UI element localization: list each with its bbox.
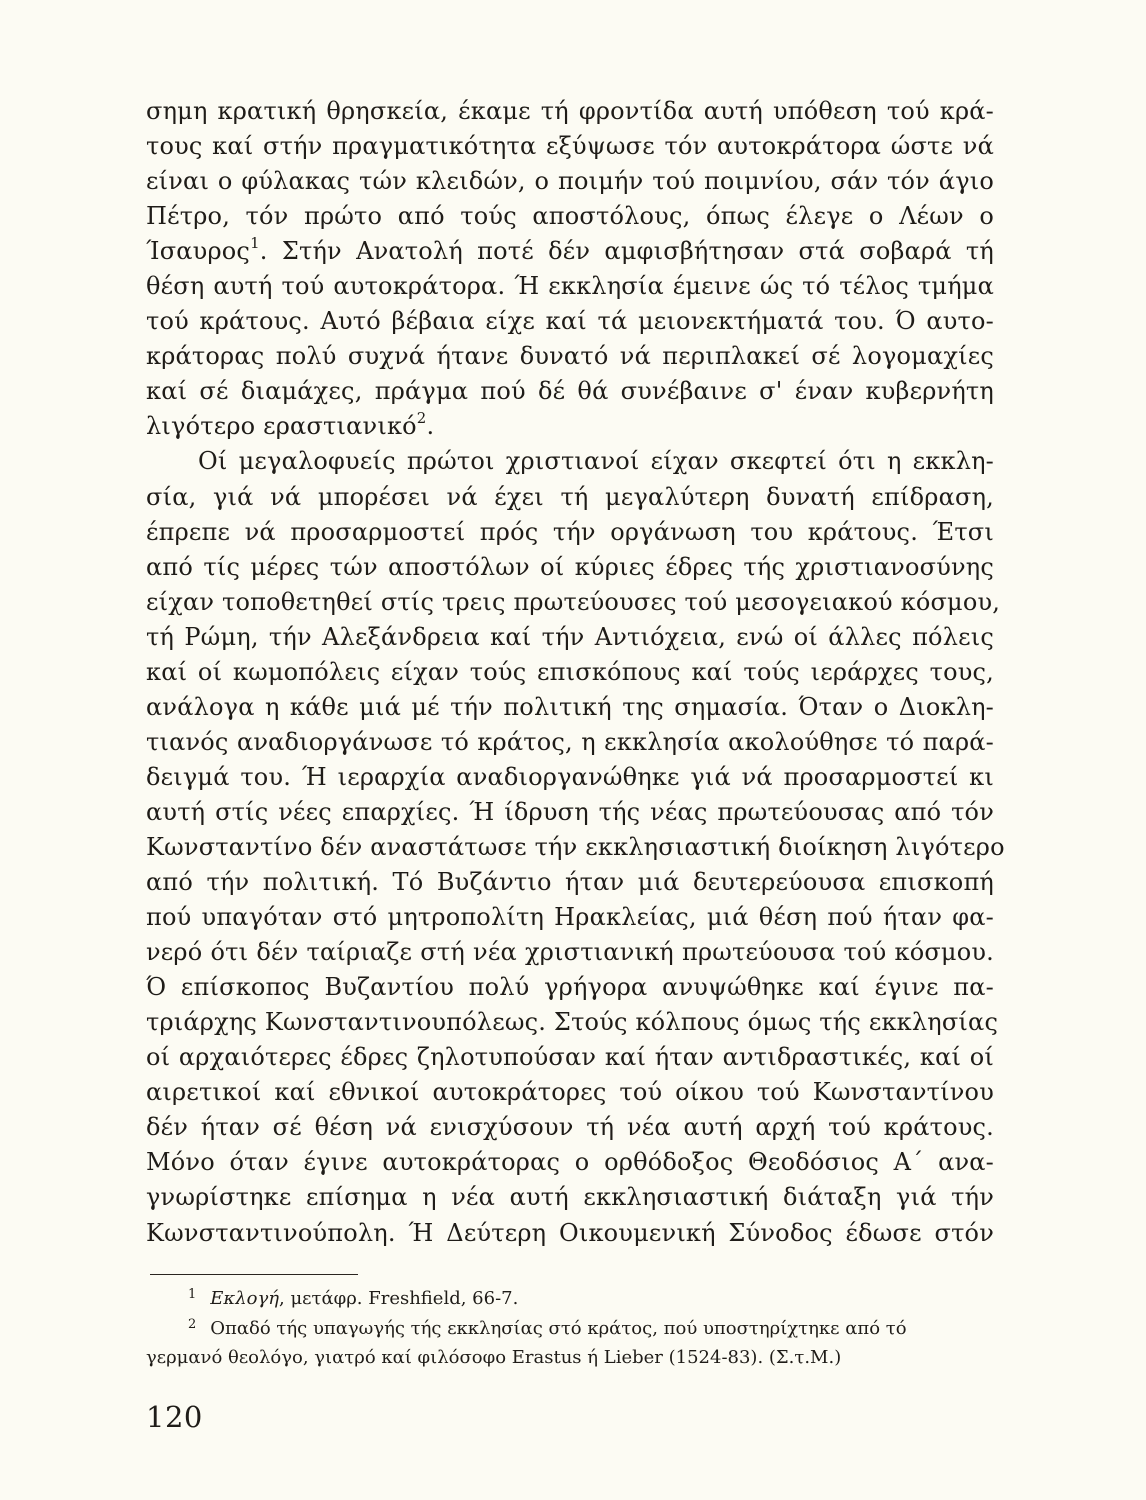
text-line: από τήν πολιτική. Τό Βυζάντιο ήταν μιά δευτερεύουσα επισκοπή — [146, 868, 994, 897]
text-line: κράτορας πολύ συχνά ήτανε δυνατό νά περιπλακεί σέ λογομαχίες — [146, 342, 994, 371]
footnote-2 — [146, 1315, 996, 1345]
footnote-marker: 1 — [188, 1287, 197, 1302]
footnote-reference-1: 1 — [250, 234, 260, 253]
text-line: είναι ο φύλακας τών κλειδών, ο ποιμήν τού ποιμνίου, σάν τόν άγιο — [146, 167, 994, 196]
text-line: έπρεπε νά προσαρμοστεί πρός τήν οργάνωση του κράτους. Έτσι — [146, 517, 994, 546]
footnotes-section — [146, 1285, 996, 1372]
text-line: τού κράτους. Αυτό βέβαια είχε καί τά μειονεκτήματά του. Ό αυτο- — [146, 307, 994, 336]
footnote-divider — [150, 1274, 358, 1275]
footnote-1 — [146, 1285, 996, 1315]
text-line: δειγμά του. Ή ιεραρχία αναδιοργανώθηκε γιά νά προσαρμοστεί κι — [146, 762, 994, 791]
text-line: αιρετικοί καί εθνικοί αυτοκράτορες τού οίκου τού Κωνσταντίνου — [146, 1078, 994, 1107]
footnote-text: , μετάφρ. Freshfield, 66-7. — [279, 1288, 519, 1309]
text-line: από τίς μέρες τών αποστόλων οί κύριες έδρες τής χριστιανοσύνης — [146, 552, 994, 581]
footnote-marker: 2 — [188, 1316, 197, 1332]
text-line: τους καί στήν πραγματικότητα εξύψωσε τόν αυτοκράτορα ώστε νά — [146, 132, 994, 161]
text-line: δέν ήταν σέ θέση νά ενισχύσουν τή νέα αυτή αρχή τού κράτους. — [146, 1113, 994, 1142]
text-line: σία, γιά νά μπορέσει νά έχει τή μεγαλύτερη δυνατή επίδραση, — [146, 482, 994, 511]
text-line: τιανός αναδιοργάνωσε τό κράτος, η εκκλησία ακολούθησε τό παρά- — [146, 727, 994, 756]
text-line: τριάρχης Κωνσταντινουπόλεως. Στούς κόλπους όμως τής εκκλησίας — [146, 1008, 999, 1037]
text-line: Οί μεγαλοφυείς πρώτοι χριστιανοί είχαν σκεφτεί ότι η εκκλη- — [198, 447, 994, 476]
text-segment: λιγότερο εραστιανικό — [146, 412, 417, 441]
text-line: σημη κρατική θρησκεία, έκαμε τή φροντίδα αυτή υπόθεση τού κρά- — [146, 97, 994, 125]
text-line: θέση αυτή τού αυτοκράτορα. Ή εκκλησία έμεινε ώς τό τέλος τμήμα — [146, 272, 994, 301]
text-line: Κωνσταντινούπολη. Ή Δεύτερη Οικουμενική Σύνοδος έδωσε στόν — [146, 1218, 994, 1247]
text-line-with-footnote — [146, 409, 994, 444]
text-line: είχαν τοποθετηθεί στίς τρεις πρωτεύουσες τού μεσογειακού κόσμου, — [146, 587, 1001, 616]
text-line: Μόνο όταν έγινε αυτοκράτορας ο ορθόδοξος Θεοδόσιος Α΄ ανα- — [146, 1148, 994, 1177]
text-line: Ό επίσκοπος Βυζαντίου πολύ γρήγορα ανυψώθηκε καί έγινε πα- — [146, 973, 994, 1002]
main-text — [146, 94, 1005, 1251]
text-line: αυτή στίς νέες επαρχίες. Ή ίδρυση τής νέας πρωτεύουσας από τόν — [146, 797, 994, 826]
footnote-2-continuation: γερμανό θεολόγο, γιατρό καί φιλόσοφο Erastus ή Lieber (1524-83). (Σ.τ.Μ.) — [146, 1347, 842, 1368]
text-line-with-footnote — [146, 234, 994, 269]
footnote-title: Εκλογή — [210, 1288, 280, 1309]
text-segment: . — [426, 412, 435, 441]
text-line: πού υπαγόταν στό μητροπολίτη Ηρακλείας, μιά θέση πού ήταν φα- — [146, 903, 994, 932]
text-line: ανάλογα η κάθε μιά μέ τήν πολιτική της σημασία. Όταν ο Διοκλη- — [146, 692, 994, 721]
text-line: οί αρχαιότερες έδρες ζηλοτυπούσαν καί ήταν αντιδραστικές, καί οί — [146, 1043, 994, 1072]
text-line: Κωνσταντίνο δέν αναστάτωσε τήν εκκλησιαστική διοίκηση λιγότερο — [146, 832, 1005, 861]
text-line: τή Ρώμη, τήν Αλεξάνδρεια καί τήν Αντιόχεια, ενώ οί άλλες πόλεις — [146, 622, 994, 651]
text-line: Πέτρο, τόν πρώτο από τούς αποστόλους, όπως έλεγε ο Λέων ο — [146, 202, 994, 231]
footnote-text: Οπαδό τής υπαγωγής τής εκκλησίας στό κράτος, πού υποστηρίχτηκε από τό — [210, 1317, 907, 1339]
text-segment: Ίσαυρος — [146, 237, 251, 266]
text-segment: . Στήν Ανατολή ποτέ δέν αμφισβήτησαν στά σοβαρά τή — [259, 237, 994, 266]
footnote-reference-2: 2 — [416, 409, 427, 428]
text-line: νερό ότι δέν ταίριαζε στή νέα χριστιανική πρωτεύουσα τού κόσμου. — [146, 938, 994, 967]
text-line: γνωρίστηκε επίσημα η νέα αυτή εκκλησιαστική διάταξη γιά τήν — [146, 1183, 994, 1212]
text-line: καί οί κωμοπόλεις είχαν τούς επισκόπους καί τούς ιεράρχες τους, — [146, 657, 994, 686]
page-number: 120 — [146, 1400, 203, 1434]
text-line: καί σέ διαμάχες, πράγμα πού δέ θά συνέβαινε σ' έναν κυβερνήτη — [146, 377, 994, 406]
